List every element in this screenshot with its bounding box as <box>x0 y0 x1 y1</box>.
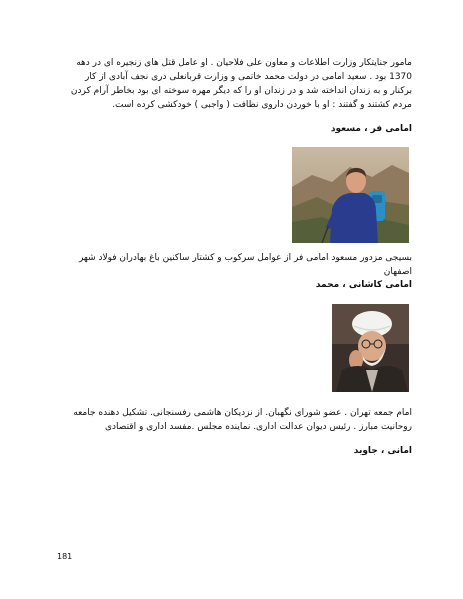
heading-amani: امانی ، جاوید <box>353 446 412 456</box>
heading-emami-kashani: امامی کاشانی ، محمد <box>315 280 412 290</box>
intro-paragraph: مامور جنایتکار وزارت اطلاعات و معاون علی فلاحیان . او عامل قتل های زنجیره ای در دهه 1370 بود . سعید امامی در دولت محمد خاتمی و وزارت قربانعلی دری نجف آبادی از کار برکنار و به زندان انداخته شد و در زندان او را که دیگر مهره سوخته ای بود بخاطر آرام کردن مردم کشتند و گفتند : او با خوردن داروی نظافت ( واجبی ) خودکشی کرده است. <box>70 58 412 110</box>
caption-emami-far: بسیجی مزدور مسعود امامی فر از عوامل سرکوب و کشتار ساکنین باغ بهادران فولاد شهر اصفهان <box>78 253 412 277</box>
page-number: 181 <box>57 552 73 561</box>
photo-emami-kashani <box>332 304 409 392</box>
bio-emami-kashani: امام جمعه تهران . عضو شورای نگهبان. از نزدیکان هاشمی رفسنجانی. تشکیل دهنده جامعه روحانیت مبارز . رئیس دیوان عدالت اداری. نماینده مجلس .مفسد اداری و اقتصادی <box>73 408 412 432</box>
photo-emami-far <box>292 147 409 243</box>
heading-emami-far: امامی فر ، مسعود <box>330 124 412 134</box>
